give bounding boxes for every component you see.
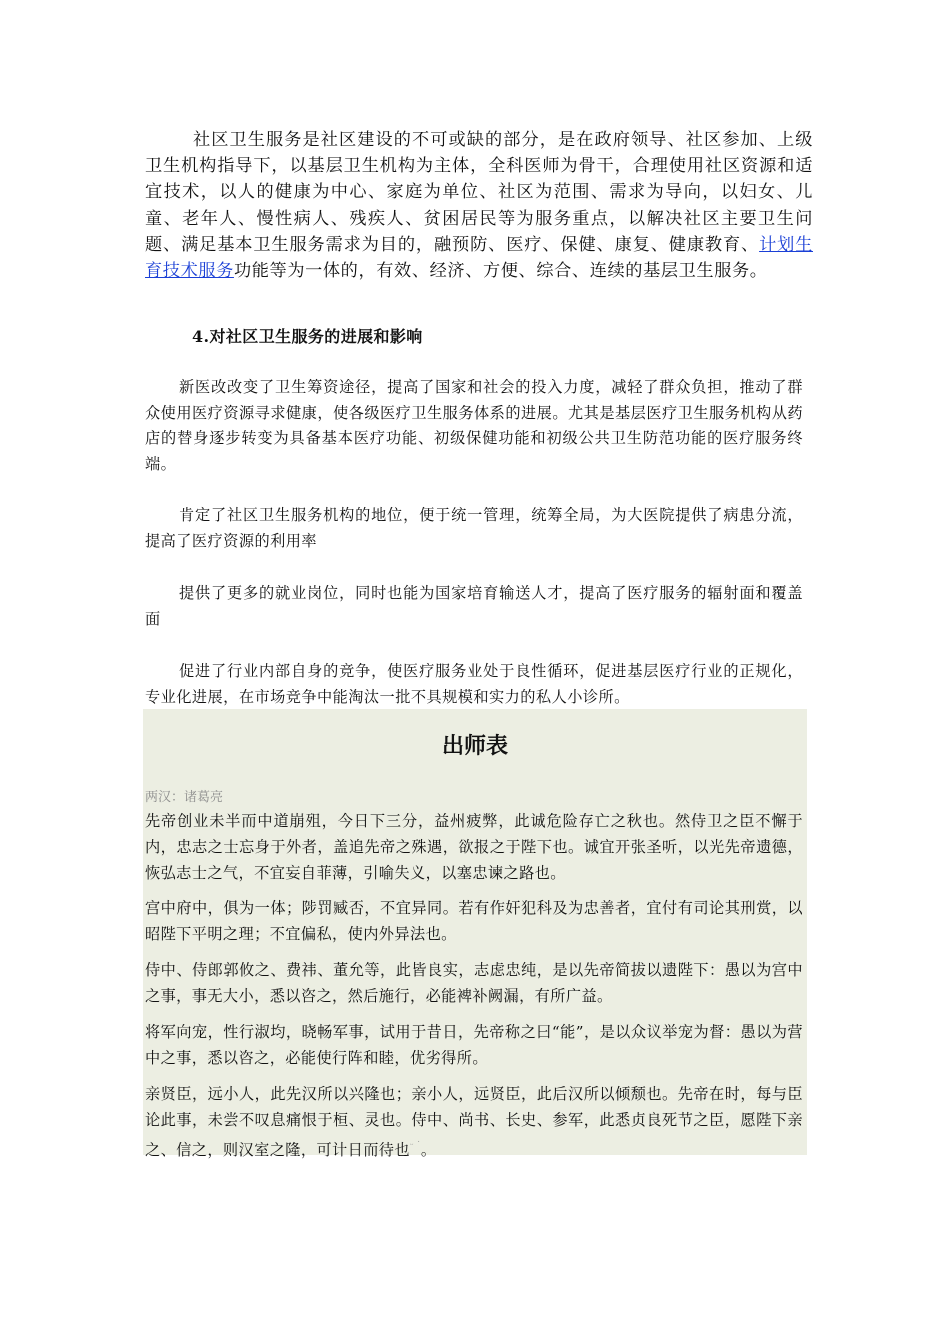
- box-paragraph-4: 将军向宠，性行淑均，晓畅军事，试用于昔日，先帝称之曰“能”，是以众议举宠为督：愚以为营中之事，悉以咨之，必能使行阵和睦，优劣得所。: [145, 1023, 803, 1067]
- impact-paragraph-3: 提供了更多的就业岗位，同时也能为国家培育输送人才，提高了医疗服务的辐射面和覆盖面: [145, 584, 803, 628]
- box-paragraph-5: [145, 1082, 803, 1163]
- box-author: 两汉：诸葛亮: [145, 790, 224, 805]
- family-planning-link[interactable]: 计划生育技术服务: [145, 234, 813, 282]
- final-punctuation: 。: [420, 1140, 437, 1159]
- impact-paragraph-2: 肯定了社区卫生服务机构的地位，便于统一管理，统筹全局，为大医院提供了病患分流，提高了医疗资源的利用率: [145, 506, 803, 550]
- impact-paragraph-1: 新医改改变了卫生筹资途径，提高了国家和社会的投入力度，减轻了群众负担，推动了群众使用医疗资源寻求健康，使各级医疗卫生服务体系的进展。尤其是基层医疗卫生服务机构从药店的替身逐步转变为具备基本医疗功能、初级保健功能和初级公共卫生防范功能的医疗服务终端。: [145, 378, 803, 473]
- section-heading: 4.对社区卫生服务的进展和影响: [192, 327, 423, 346]
- box-title: 出师表: [441, 734, 508, 759]
- box-paragraph-1: 先帝创业未半而中道崩殂，今日下三分，益州疲弊，此诚危险存亡之秋也。然侍卫之臣不懈于内，忠志之士忘身于外者，盖追先帝之殊遇，欲报之于陛下也。诚宜开张圣听，以光先帝遗德，恢弘志士之气，不宜妄自菲薄，引喻失义，以塞忠谏之路也。: [145, 812, 803, 882]
- intro-text-after-link: 功能等为一体的，有效、经济、方便、综合、连续的基层卫生服务。: [233, 261, 768, 282]
- end-mark: ᵕ ˙: [410, 1140, 421, 1151]
- box-paragraph-5-text: 亲贤臣，远小人，此先汉所以兴隆也；亲小人，远贤臣，此后汉所以倾颓也。先帝在时，每与臣论此事，未尝不叹息痛恨于桓、灵也。侍中、尚书、长史、参军，此悉贞良死节之臣，愿陛下亲之、信之，则汉室之隆，可计日而待也: [145, 1085, 803, 1159]
- impact-paragraph-4: 促进了行业内部自身的竞争，使医疗服务业处于良性循环，促进基层医疗行业的正规化，专业化进展，在市场竞争中能淘汰一批不具规模和实力的私人小诊所。: [145, 662, 803, 706]
- intro-paragraph: [145, 127, 813, 284]
- box-paragraph-3: 侍中、侍郎郭攸之、费祎、董允等，此皆良实，志虑忠纯，是以先帝简拔以遗陛下：愚以为宫中之事，事无大小，悉以咨之，然后施行，必能裨补阙漏，有所广益。: [145, 961, 803, 1005]
- intro-text-before-link: 社区卫生服务是社区建设的不可或缺的部分，是在政府领导、社区参加、上级卫生机构指导下，以基层卫生机构为主体，全科医师为骨干，合理使用社区资源和适宜技术，以人的健康为中心、家庭为单位、社区为范围、需求为导向，以妇女、儿童、老年人、慢性病人、残疾人、贫困居民等为服务重点，以解决社区主要卫生问题、满足基本卫生服务需求为目的，融预防、医疗、保健、康复、健康教育、: [145, 130, 813, 255]
- classical-text-box: [143, 709, 807, 1159]
- box-paragraph-2: 宫中府中，俱为一体；陟罚臧否，不宜异同。若有作奸犯科及为忠善者，宜付有司论其刑赏，以昭陛下平明之理；不宜偏私，使内外异法也。: [145, 899, 803, 943]
